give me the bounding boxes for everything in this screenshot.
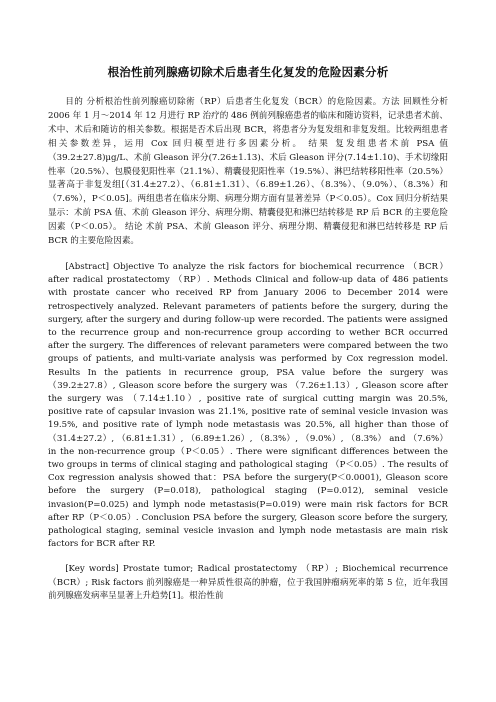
paper-title: 根治性前列腺癌切除术后患者生化复发的危险因素分析: [107, 65, 389, 79]
english-abstract: [Abstract] Objective To analyze the risk factors for biochemical recurrence （BCR） after radical prostatectomy （RP）. Methods Clinical and follow-up data of 486 patients with prostate cancer who received RP from January 2006 to December 2014 were retrospectively analyzed. Relevant parameters of patients before the surgery, during the surgery, after the surgery and during follow-up were recorded. The patients were assigned to the recurrence group and non-recurrence group according to wether BCR occurred after the surgery. The differences of relevant parameters were compared between the two groups of patients, and multi-variate analysis was performed by Cox regression model. Results In the patients in recurrence group, PSA value before the surgery was（39.2±27.8）, Gleason score before the surgery was （7.26±1.13）, Gleason score after the surgery was （7.14±1.10）, positive rate of surgical cutting margin was 20.5%, positive rate of capsular invasion was 21.1%, positive rate of seminal vesicle invasion was 19.5%, and positive rate of lymph node metastasis was 20.5%, all higher than those of （31.4±27.2）, （6.81±1.31）, （6.89±1.26）, （8.3%）, （9.0%）, （8.3%） and （7.6%） in the non-recurrence group（P＜0.05）. There were significant differences between the two groups in terms of clinical staging and pathological staging （P＜0.05）. The results of Cox regression analysis showed that：PSA before the surgery(P＜0.0001), Gleason score before the surgery (P=0.018), pathological staging (P=0.012), seminal vesicle invasion(P=0.025) and lymph node metastasis(P=0.019) were main risk factors for BCR after RP（P＜0.05）. Conclusion PSA before the surgery, Gleason score before the surgery, pathological staging, seminal vesicle invasion and lymph node metastasis are main risk factors for BCR after RP.: [48, 261, 448, 550]
keywords-and-introduction: [Key words] Prostate tumor; Radical prostatectomy （RP）; Biochemical recurrence （BCR）; Risk factors 前列腺癌是一种异质性很高的肿瘤，位于我国肿瘤病死率的第 5 位，近年我国前列腺癌发病率呈显著上升趋势[1]。根治性前: [48, 564, 448, 602]
chinese-abstract: 目的 分析根治性前列腺癌切除術（RP）后患者生化复发（BCR）的危险因素。方法 回顾性分析 2006 年 1 月～2014 年 12 月进行 RP 治疗的 486 例前列腺癌患者的临床和随访资料，记录患者术前、术中、术后和随访的相关参数。根据是否术后出现 BCR，将患者分为复发组和非复发组。比较两组患者相关参数差异，运用 Cox 回归模型进行多因素分析。 结果 复发组患者术前 PSA 值（39.2±27.8)μg/L、术前 Gleason 评分(7.26±1.13)、术后 Gleason 评分(7.14±1.10)、手术切缘阳性率（20.5%）、包膜侵犯阳性率（21.1%）、精囊侵犯阳性率（19.5%）、淋巴结转移阳性率（20.5%）显著高于非复发组[（31.4±27.2）、（6.81±1.31）、（6.89±1.26）、（8.3%）、（9.0%）、（8.3%）和（7.6%），P＜0.05]。两组患者在临床分期、病理分期方面有显著差异（P＜0.05）。Cox 回归分析结果显示：术前 PSA 值、术前 Gleason 评分、病理分期、精囊侵犯和淋巴结转移是 RP 后 BCR 的主要危险因素（P＜0.05）。 结论 术前 PSA、术前 Gleason 评分、病理分期、精囊侵犯和淋巴结转移是 RP 后 BCR 的主要危险因素。: [48, 97, 448, 247]
